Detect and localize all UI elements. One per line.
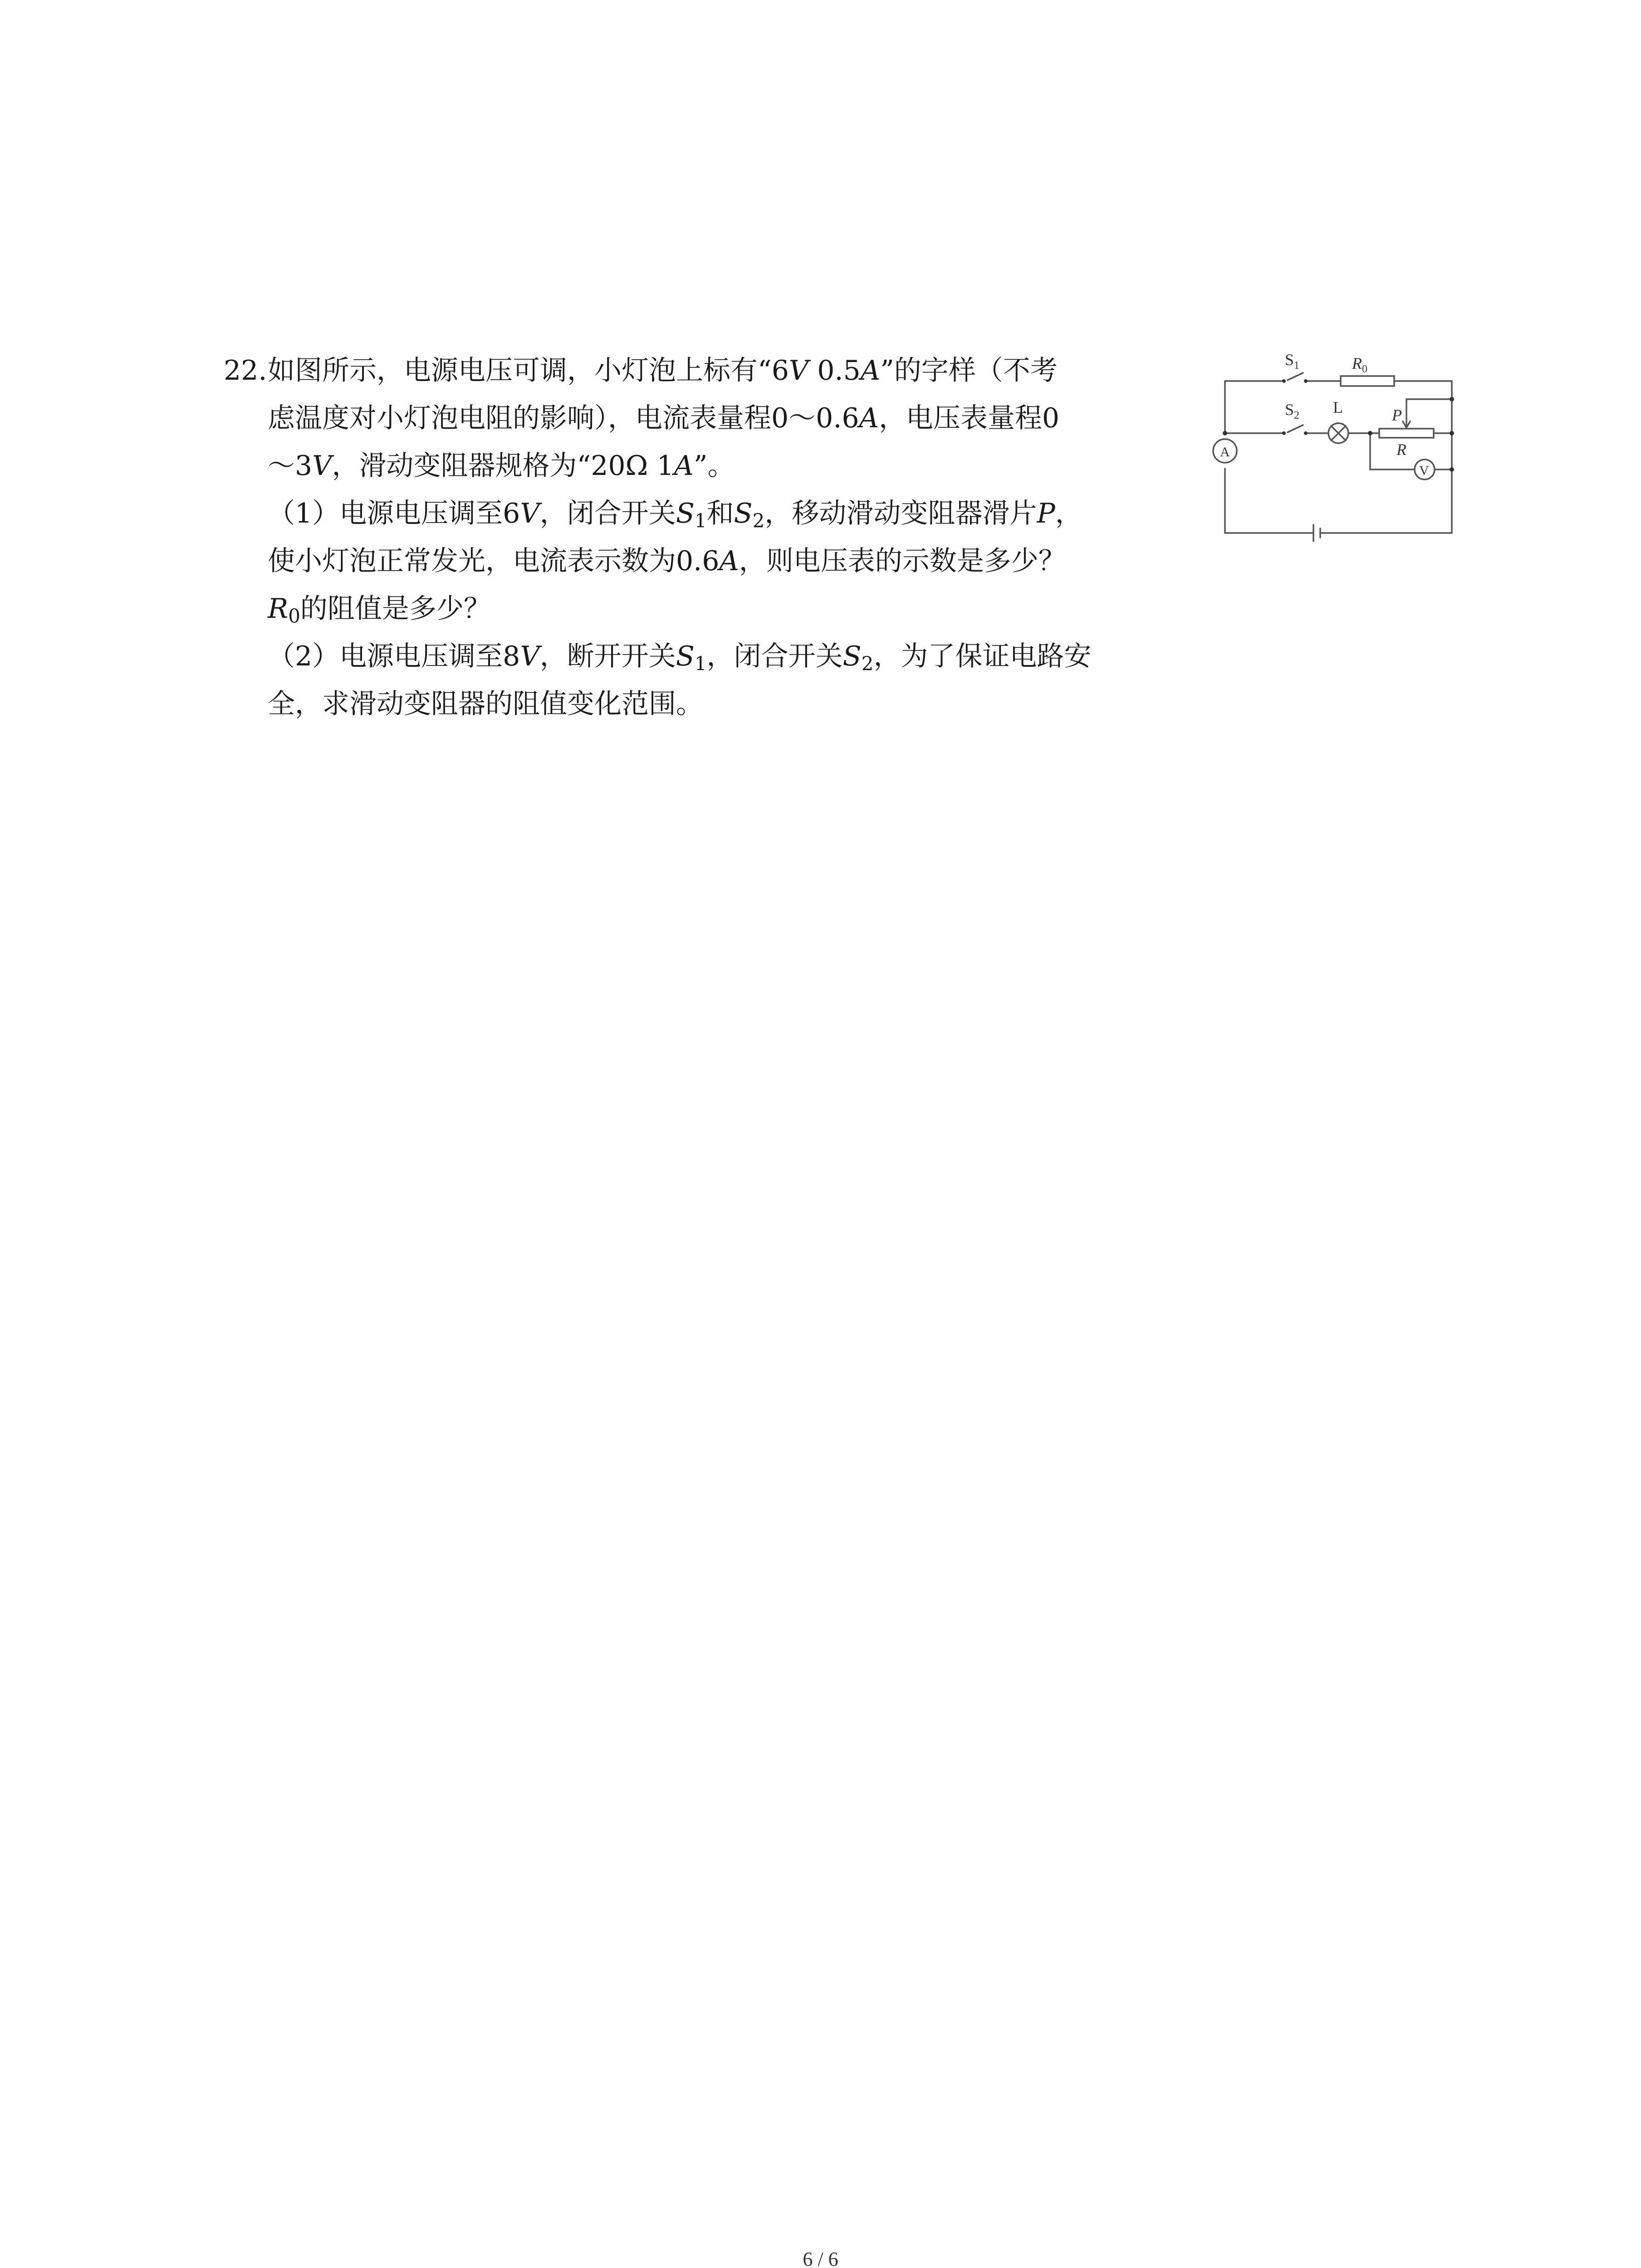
text: A [860,355,881,386]
text: 1 [694,652,707,675]
text: S [676,640,695,672]
problem-22 [224,347,1190,728]
text: ”。 [693,450,735,482]
junction-left [1223,431,1227,435]
text: 0 [288,605,300,627]
text: ，为了保证电路安 [873,640,1092,672]
text: 0.5 [808,355,861,386]
text: 和 [706,498,734,529]
text: ”的字样（不考 [880,355,1058,386]
junction-right-mid [1450,431,1454,435]
part1-line-1 [224,490,1190,538]
part2-line-2: 全，求滑动变阻器的阻值变化范围。 [268,688,703,720]
text: S [676,498,695,529]
ammeter-label: A [1220,445,1230,459]
page-number: 6 / 6 [803,2248,838,2268]
text: ，滑动变阻器规格为“20Ω 1 [332,450,674,482]
question-number: 22. [224,355,267,386]
text: 2 [752,509,765,532]
s1-node-a [1282,379,1286,383]
rheostat-body [1379,429,1434,438]
text: 虑温度对小灯泡电阻的影响），电流表量程0～0.6 [268,402,859,434]
lamp-cross [1331,426,1346,440]
text: A [674,450,694,482]
text: R [268,593,289,625]
text: P [1037,498,1055,529]
s2-node-b [1304,431,1308,435]
intro-line-3 [224,442,1190,490]
wire-left-bottom [1225,469,1313,533]
lamp-label: L [1333,398,1343,416]
r0-resistor [1341,376,1394,386]
s1-label: $S_1$ [1285,351,1300,371]
slider-label: P [1392,406,1402,424]
s2-node-a [1282,431,1286,435]
intro-line-2 [224,395,1190,442]
text: 使小灯泡正常发光，电流表示数为0.6 [268,545,720,577]
text: V [312,450,332,482]
text: 2 [861,652,874,675]
slider-wire [1406,399,1452,427]
junction-right-low [1450,467,1454,472]
wire-voltmeter-left [1370,433,1415,469]
rheostat-label: R [1396,440,1406,459]
intro-line-1 [224,347,1190,395]
part1-line-3 [224,585,1190,633]
wire-right [1320,399,1452,533]
text: 如图所示，电源电压可调，小灯泡上标有“ [268,355,772,386]
text: V [789,355,809,386]
r0-label: $R_0$ [1352,354,1367,375]
text: （2）电源电压调至8 [268,640,520,672]
text: ，电压表量程0 [878,402,1060,434]
text: V [520,640,540,672]
part1-line-2 [224,538,1190,585]
text: ，移动滑动变阻器滑片 [764,498,1037,529]
s2-label: $S_2$ [1285,401,1300,421]
text: A [719,545,739,577]
text: S [734,498,753,529]
text: 1 [694,509,707,532]
text: V [520,498,540,529]
text: ， [1055,498,1083,529]
junction-right-top [1450,397,1454,401]
text: 6 [771,355,789,386]
voltmeter-label: V [1419,463,1429,478]
text: ，则电压表的示数是多少？ [739,545,1066,577]
circuit-diagram [1207,338,1461,556]
text: S [843,640,862,672]
text: 的阻值是多少？ [300,593,491,625]
text: ，闭合开关 [539,498,676,529]
text: ，断开开关 [539,640,676,672]
junction-lamp [1368,431,1372,435]
text: （1）电源电压调至6 [268,498,520,529]
s1-node-b [1304,379,1308,383]
wire-top-right [1394,381,1452,399]
text: ～3 [268,450,313,482]
part2-line-1 [224,633,1190,680]
text: A [859,402,879,434]
s1-blade [1288,373,1303,380]
s2-blade [1288,425,1303,432]
text: ，闭合开关 [706,640,843,672]
